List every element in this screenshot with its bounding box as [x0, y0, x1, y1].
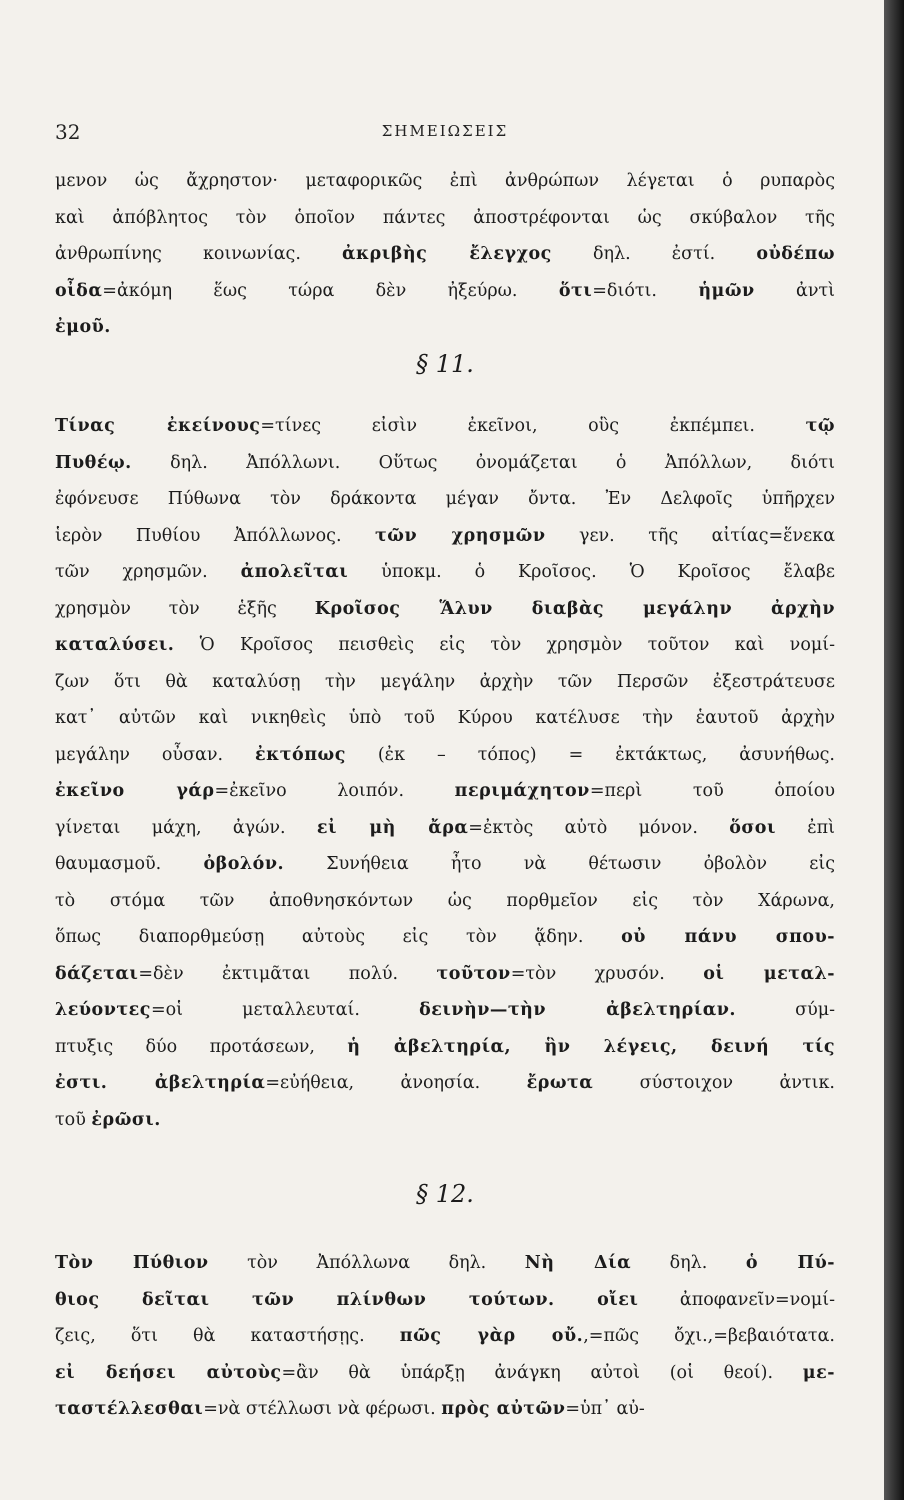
- text-segment: ἐπὶ: [775, 817, 835, 838]
- text-line: [55, 163, 835, 200]
- text-segment: τῶν χρησμῶν.: [55, 562, 241, 582]
- text-segment: μενον ὡς ἄχρηστον· μεταφορικῶς ἐπὶ ἀνθρώπων λέγεται ὁ ρυπαρὸς: [55, 171, 835, 191]
- text-line: [55, 846, 835, 883]
- text-segment: δηλ.: [631, 1253, 746, 1273]
- lemma-bold: δάζεται: [55, 963, 139, 984]
- lemma-bold: ταστέλλεσθαι: [55, 1399, 204, 1419]
- text-line: [55, 1102, 835, 1139]
- text-segment: =δὲν ἐκτιμᾶται πολύ.: [138, 963, 437, 984]
- notes-block-continued: [55, 163, 835, 346]
- section-heading-11: § 11.: [416, 350, 474, 378]
- text-segment: τὸ στόμα τῶν ἀποθνησκόντων ὡς πορθμεῖον εἰς τὸν Χάρωνα,: [55, 890, 835, 911]
- section-heading-12: § 12.: [416, 1180, 474, 1208]
- text-segment: =ἂν θὰ ὑπάρξῃ ἀνάγκη αὐτοὶ (οἱ θεοί).: [281, 1362, 803, 1383]
- text-segment: γεν. τῆς αἰτίας=ἕνεκα: [545, 525, 835, 546]
- text-segment: ὅπως διαπορθμεύσῃ αὐτοὺς εἰς τὸν ᾅδην.: [55, 927, 622, 947]
- notes-block-section-12: [55, 1245, 835, 1428]
- lemma-bold: ἐρῶσι.: [91, 1109, 161, 1130]
- text-segment: ἱερὸν Πυθίου Ἀπόλλωνος.: [55, 525, 375, 546]
- text-line: [55, 1245, 835, 1282]
- text-line: [55, 1065, 835, 1102]
- text-segment: ἀντὶ: [754, 280, 835, 301]
- text-line: [55, 1029, 835, 1066]
- text-line: [55, 236, 835, 273]
- text-segment: =ἀκόμη ἕως τώρα δὲν ἠξεύρω.: [102, 280, 559, 301]
- text-segment: =τὸν χρυσόν.: [510, 963, 704, 984]
- text-segment: ζεις, ὅτι θὰ καταστήσῃς.: [55, 1326, 400, 1346]
- text-segment: ἀποφανεῖν=νομί-: [638, 1289, 835, 1310]
- lemma-bold: τῷ: [805, 416, 835, 436]
- lemma-bold: οὐ πάνυ σπου-: [621, 927, 835, 947]
- lemma-bold: ὁ Πύ-: [745, 1253, 835, 1273]
- lemma-bold: πρὸς αὐτῶν: [441, 1399, 566, 1419]
- text-segment: τὸν Ἀπόλλωνα δηλ.: [208, 1253, 525, 1273]
- text-line: [55, 273, 835, 310]
- lemma-bold: τοῦτον: [436, 963, 511, 984]
- text-segment: πτυξις δύο προτάσεων,: [55, 1036, 348, 1057]
- binding-edge: [884, 0, 904, 1500]
- notes-block-section-11: [55, 408, 835, 1138]
- text-segment: χρησμὸν τὸν ἑξῆς: [55, 598, 315, 619]
- lemma-bold: Νὴ Δία: [524, 1253, 632, 1273]
- text-segment: =περὶ τοῦ ὁποίου: [589, 781, 835, 801]
- text-segment: Ὁ Κροῖσος πεισθεὶς εἰς τὸν χρησμὸν τοῦτον καὶ νομί-: [174, 635, 835, 655]
- text-segment: κατ᾽ αὐτῶν καὶ νικηθεὶς ὑπὸ τοῦ Κύρου κατέλυσε τὴν ἑαυτοῦ ἀρχὴν: [55, 708, 835, 728]
- lemma-bold: δεινὴν—τὴν ἀβελτηρίαν.: [419, 1000, 736, 1020]
- text-line: [55, 810, 835, 847]
- text-segment: =διότι.: [592, 280, 699, 301]
- lemma-bold: Κροῖσος Ἅλυν διαβὰς μεγάλην ἀρχὴν: [314, 598, 835, 619]
- text-line: [55, 309, 835, 346]
- text-segment: =τίνες εἰσὶν ἐκεῖνοι, οὓς ἐκπέμπει.: [260, 416, 806, 436]
- text-line: [55, 554, 835, 591]
- text-segment: θαυμασμοῦ.: [55, 854, 204, 874]
- text-segment: =εὐήθεια, ἀνοησία.: [265, 1073, 527, 1093]
- text-segment: =ἐκτὸς αὐτὸ μόνον.: [468, 817, 730, 838]
- lemma-bold: ἐμοῦ.: [55, 317, 111, 337]
- text-segment: τοῦ: [55, 1109, 92, 1130]
- lemma-bold: πῶς γὰρ οὔ.: [399, 1326, 584, 1346]
- text-segment: ἀνθρωπίνης κοινωνίας.: [55, 244, 343, 264]
- running-title: ΣΗΜΕΙΩΣΕΙΣ: [381, 122, 509, 140]
- text-line: [55, 591, 835, 628]
- text-segment: ,=πῶς ὄχι.,=βεβαιότατα.: [583, 1326, 835, 1346]
- text-segment: =ὑπ᾽ αὐ-: [565, 1399, 645, 1419]
- text-segment: Συνήθεια ἦτο νὰ θέτωσιν ὀβολὸν εἰς: [284, 854, 835, 874]
- lemma-bold: λεύοντες: [55, 1000, 151, 1020]
- lemma-bold: οἶδα: [55, 280, 103, 301]
- lemma-bold: οἱ μεταλ-: [703, 963, 835, 984]
- lemma-bold: Τίνας ἐκείνους: [55, 416, 261, 436]
- text-segment: (ἐκ – τόπος) = ἐκτάκτως, ἀσυνήθως.: [345, 744, 835, 765]
- lemma-bold: εἰ δεήσει αὐτοὺς: [55, 1362, 282, 1383]
- page-header: [55, 120, 835, 150]
- text-line: [55, 627, 835, 664]
- lemma-bold: ἀκριβὴς ἔλεγχος: [342, 244, 552, 264]
- text-segment: δηλ. ἐστί.: [551, 244, 757, 264]
- lemma-bold: ὅσοι: [729, 817, 776, 838]
- lemma-bold: Πυθέῳ.: [55, 452, 132, 473]
- text-line: [55, 664, 835, 701]
- text-line: [55, 200, 835, 237]
- lemma-bold: ἐκτόπως: [255, 744, 346, 765]
- text-segment: =ἐκεῖνο λοιπόν.: [214, 781, 455, 801]
- text-line: [55, 408, 835, 445]
- lemma-bold: εἰ μὴ ἄρα: [316, 817, 469, 838]
- lemma-bold: ἐκεῖνο γάρ: [55, 781, 215, 801]
- text-line: [55, 700, 835, 737]
- lemma-bold: με-: [802, 1362, 835, 1383]
- lemma-bold: ἀπολεῖται: [240, 562, 349, 582]
- text-segment: ζων ὅτι θὰ καταλύσῃ τὴν μεγάλην ἀρχὴν τῶν Περσῶν ἐξεστράτευσε: [55, 671, 835, 692]
- text-line: [55, 919, 835, 956]
- page-number: 32: [55, 120, 81, 144]
- text-line: [55, 481, 835, 518]
- text-line: [55, 1318, 835, 1355]
- lemma-bold: ἡμῶν: [698, 280, 755, 301]
- text-segment: δηλ. Ἀπόλλωνι. Οὕτως ὀνομάζεται ὁ Ἀπόλλων, διότι: [131, 452, 835, 473]
- text-segment: σύμ-: [735, 1000, 835, 1020]
- text-segment: καὶ ἀπόβλητος τὸν ὁποῖον πάντες ἀποστρέφονται ὡς σκύβαλον τῆς: [55, 207, 835, 228]
- text-line: [55, 445, 835, 482]
- lemma-bold: τῶν χρησμῶν: [375, 525, 546, 546]
- text-line: [55, 1282, 835, 1319]
- lemma-bold: οὐδέπω: [756, 244, 835, 264]
- lemma-bold: ἡ ἀβελτηρία, ἣν λέγεις, δεινή τίς: [347, 1036, 835, 1057]
- text-line: [55, 1391, 835, 1428]
- text-segment: ὑποκμ. ὁ Κροῖσος. Ὁ Κροῖσος ἔλαβε: [348, 562, 835, 582]
- text-line: [55, 518, 835, 555]
- lemma-bold: θιος δεῖται τῶν πλίνθων τούτων. οἴει: [55, 1289, 639, 1310]
- text-line: [55, 883, 835, 920]
- text-segment: γίνεται μάχη, ἀγών.: [55, 817, 317, 838]
- text-segment: μεγάλην οὖσαν.: [55, 744, 256, 765]
- text-line: [55, 773, 835, 810]
- lemma-bold: ἐστι. ἀβελτηρία: [55, 1073, 266, 1093]
- text-segment: σύστοιχον ἀντικ.: [593, 1073, 835, 1093]
- lemma-bold: ὅτι: [558, 280, 593, 301]
- text-line: [55, 737, 835, 774]
- text-segment: =νὰ στέλλωσι νὰ φέρωσι.: [203, 1399, 442, 1419]
- lemma-bold: Τὸν Πύθιον: [55, 1253, 209, 1273]
- lemma-bold: καταλύσει.: [55, 635, 175, 655]
- lemma-bold: ἔρωτα: [526, 1073, 594, 1093]
- lemma-bold: περιμάχητον: [454, 781, 590, 801]
- text-line: [55, 1355, 835, 1392]
- lemma-bold: ὀβολόν.: [203, 854, 285, 874]
- text-segment: =οἱ μεταλλευταί.: [150, 1000, 420, 1020]
- text-segment: ἐφόνευσε Πύθωνα τὸν δράκοντα μέγαν ὄντα. Ἐν Δελφοῖς ὑπῆρχεν: [55, 489, 835, 509]
- text-line: [55, 956, 835, 993]
- text-line: [55, 992, 835, 1029]
